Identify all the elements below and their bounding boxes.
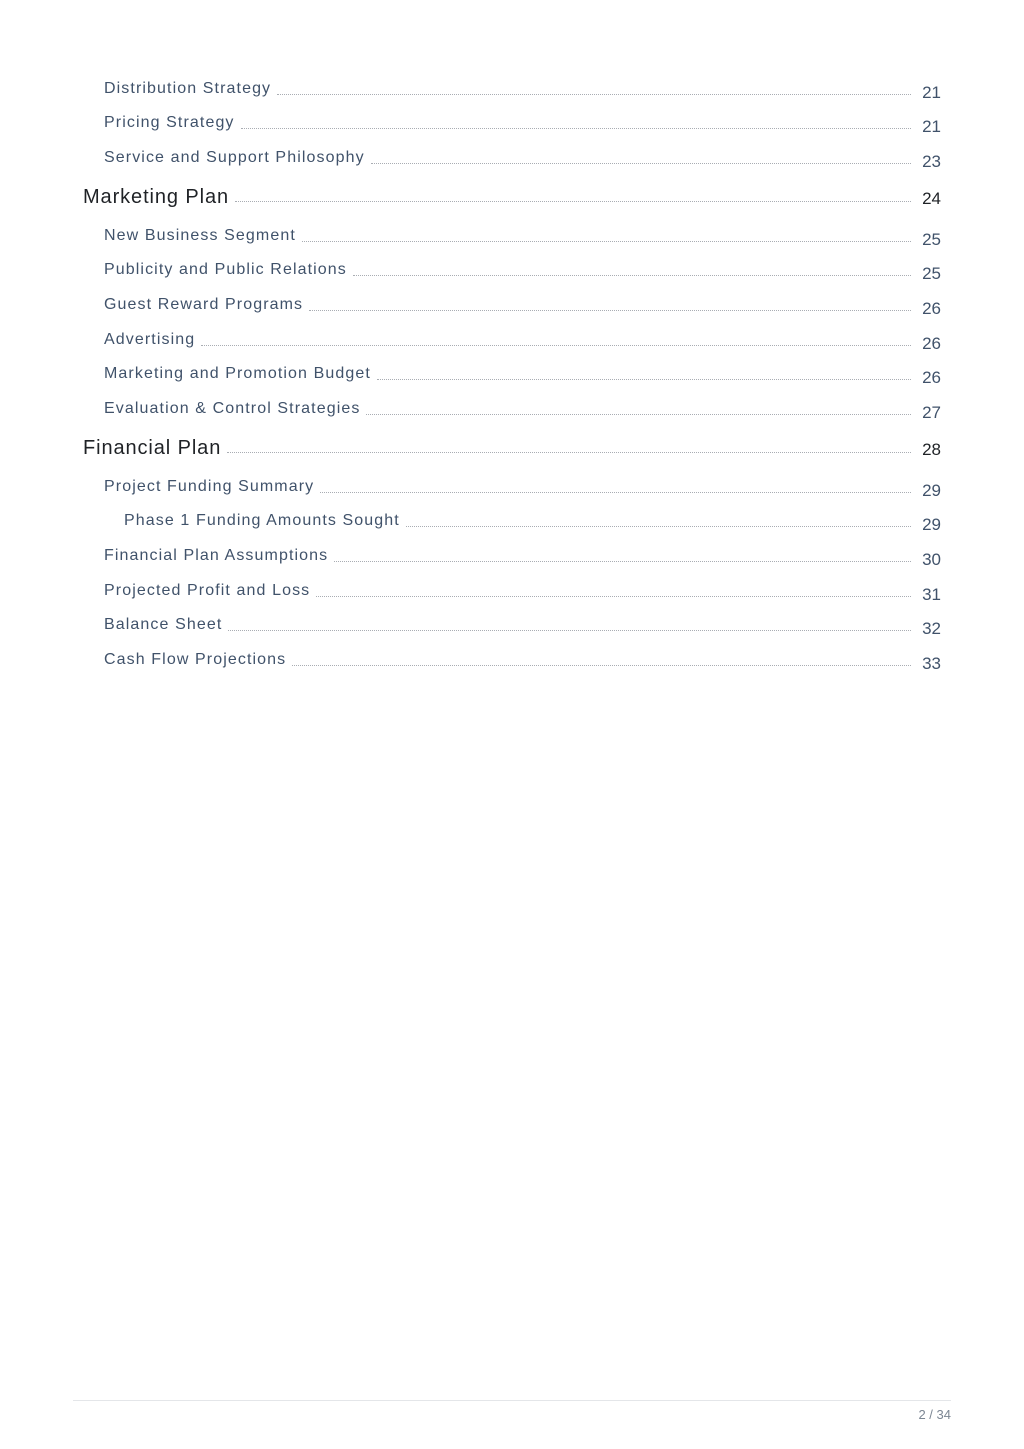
toc-entry-title: Publicity and Public Relations: [104, 261, 347, 279]
toc-entry-service-and-support-philosophy[interactable]: [0, 139, 1024, 174]
dot-leader: [277, 93, 911, 95]
toc-entry-distribution-strategy[interactable]: [0, 70, 1024, 105]
dot-leader: [201, 344, 911, 346]
toc-entry-marketing-and-promotion-budget[interactable]: [0, 356, 1024, 391]
toc-entry-title: Financial Plan Assumptions: [104, 546, 329, 564]
toc-section-page: 28: [922, 440, 941, 459]
toc-entry-title: Project Funding Summary: [104, 477, 315, 495]
toc-entry-guest-reward-programs[interactable]: [0, 286, 1024, 321]
toc-entry-advertising[interactable]: [0, 321, 1024, 356]
toc-entry-cash-flow-projections[interactable]: [0, 641, 1024, 676]
dot-leader: [241, 127, 911, 129]
page-indicator: 2 / 34: [918, 1407, 951, 1422]
dot-leader: [366, 413, 911, 415]
toc-entry-page: 32: [922, 619, 941, 639]
dot-leader: [320, 491, 911, 493]
dot-leader: [406, 525, 911, 527]
dot-leader: [228, 629, 911, 631]
toc-entry-new-business-segment[interactable]: [0, 212, 1024, 252]
toc-entry-title: Distribution Strategy: [104, 79, 272, 97]
dot-leader: [371, 162, 911, 164]
toc-entry-page: 27: [922, 403, 941, 422]
toc-entry-balance-sheet[interactable]: [0, 607, 1024, 642]
toc-entry-project-funding-summary[interactable]: [0, 463, 1024, 503]
toc-entry-page: 29: [922, 515, 941, 535]
toc-section-financial-plan[interactable]: [0, 425, 1024, 463]
table-of-contents: [0, 70, 1024, 676]
dot-leader: [292, 664, 911, 666]
toc-section-page: 24: [922, 189, 941, 209]
toc-entry-page: 29: [922, 480, 941, 500]
toc-entry-title: Cash Flow Projections: [104, 650, 287, 668]
toc-entry-title: Service and Support Philosophy: [104, 149, 365, 167]
dot-leader: [377, 378, 911, 380]
toc-entry-title: Balance Sheet: [104, 616, 223, 634]
toc-entry-page: 25: [922, 264, 941, 284]
toc-section-marketing-plan[interactable]: [0, 174, 1024, 212]
dot-leader: [334, 560, 911, 562]
toc-entry-page: 21: [922, 117, 941, 137]
toc-entry-title: Pricing Strategy: [104, 114, 235, 132]
toc-entry-page: 30: [922, 549, 941, 569]
toc-entry-page: 26: [922, 333, 941, 353]
toc-entry-evaluation-control-strategies[interactable]: [0, 390, 1024, 425]
toc-entry-page: 21: [922, 82, 941, 102]
toc-section-title: Financial Plan: [83, 437, 222, 459]
dot-leader: [302, 240, 911, 242]
toc-entry-page: 31: [922, 584, 941, 604]
toc-entry-title: Guest Reward Programs: [104, 295, 304, 313]
dot-leader: [309, 309, 911, 311]
toc-entry-projected-profit-and-loss[interactable]: [0, 572, 1024, 607]
toc-entry-pricing-strategy[interactable]: [0, 105, 1024, 140]
dot-leader: [227, 451, 911, 453]
toc-entry-financial-plan-assumptions[interactable]: [0, 537, 1024, 572]
toc-entry-title: Evaluation & Control Strategies: [104, 400, 361, 417]
toc-entry-page: 26: [922, 298, 941, 318]
toc-entry-page: 26: [922, 368, 941, 388]
dot-leader: [353, 274, 911, 276]
toc-entry-page: 33: [922, 653, 941, 673]
toc-entry-title: Advertising: [104, 330, 196, 348]
toc-entry-page: 25: [922, 229, 941, 249]
toc-entry-page: 23: [922, 152, 941, 172]
toc-entry-title: Phase 1 Funding Amounts Sought: [124, 512, 400, 530]
toc-section-title: Marketing Plan: [83, 186, 229, 209]
toc-entry-title: New Business Segment: [104, 226, 296, 244]
footer-divider: [73, 1400, 951, 1401]
dot-leader: [316, 595, 911, 597]
dot-leader: [235, 200, 911, 202]
toc-entry-phase-1-funding-amounts-sought[interactable]: [0, 503, 1024, 538]
toc-entry-publicity-and-public-relations[interactable]: [0, 252, 1024, 287]
toc-entry-title: Projected Profit and Loss: [104, 581, 311, 599]
toc-entry-title: Marketing and Promotion Budget: [104, 365, 371, 383]
